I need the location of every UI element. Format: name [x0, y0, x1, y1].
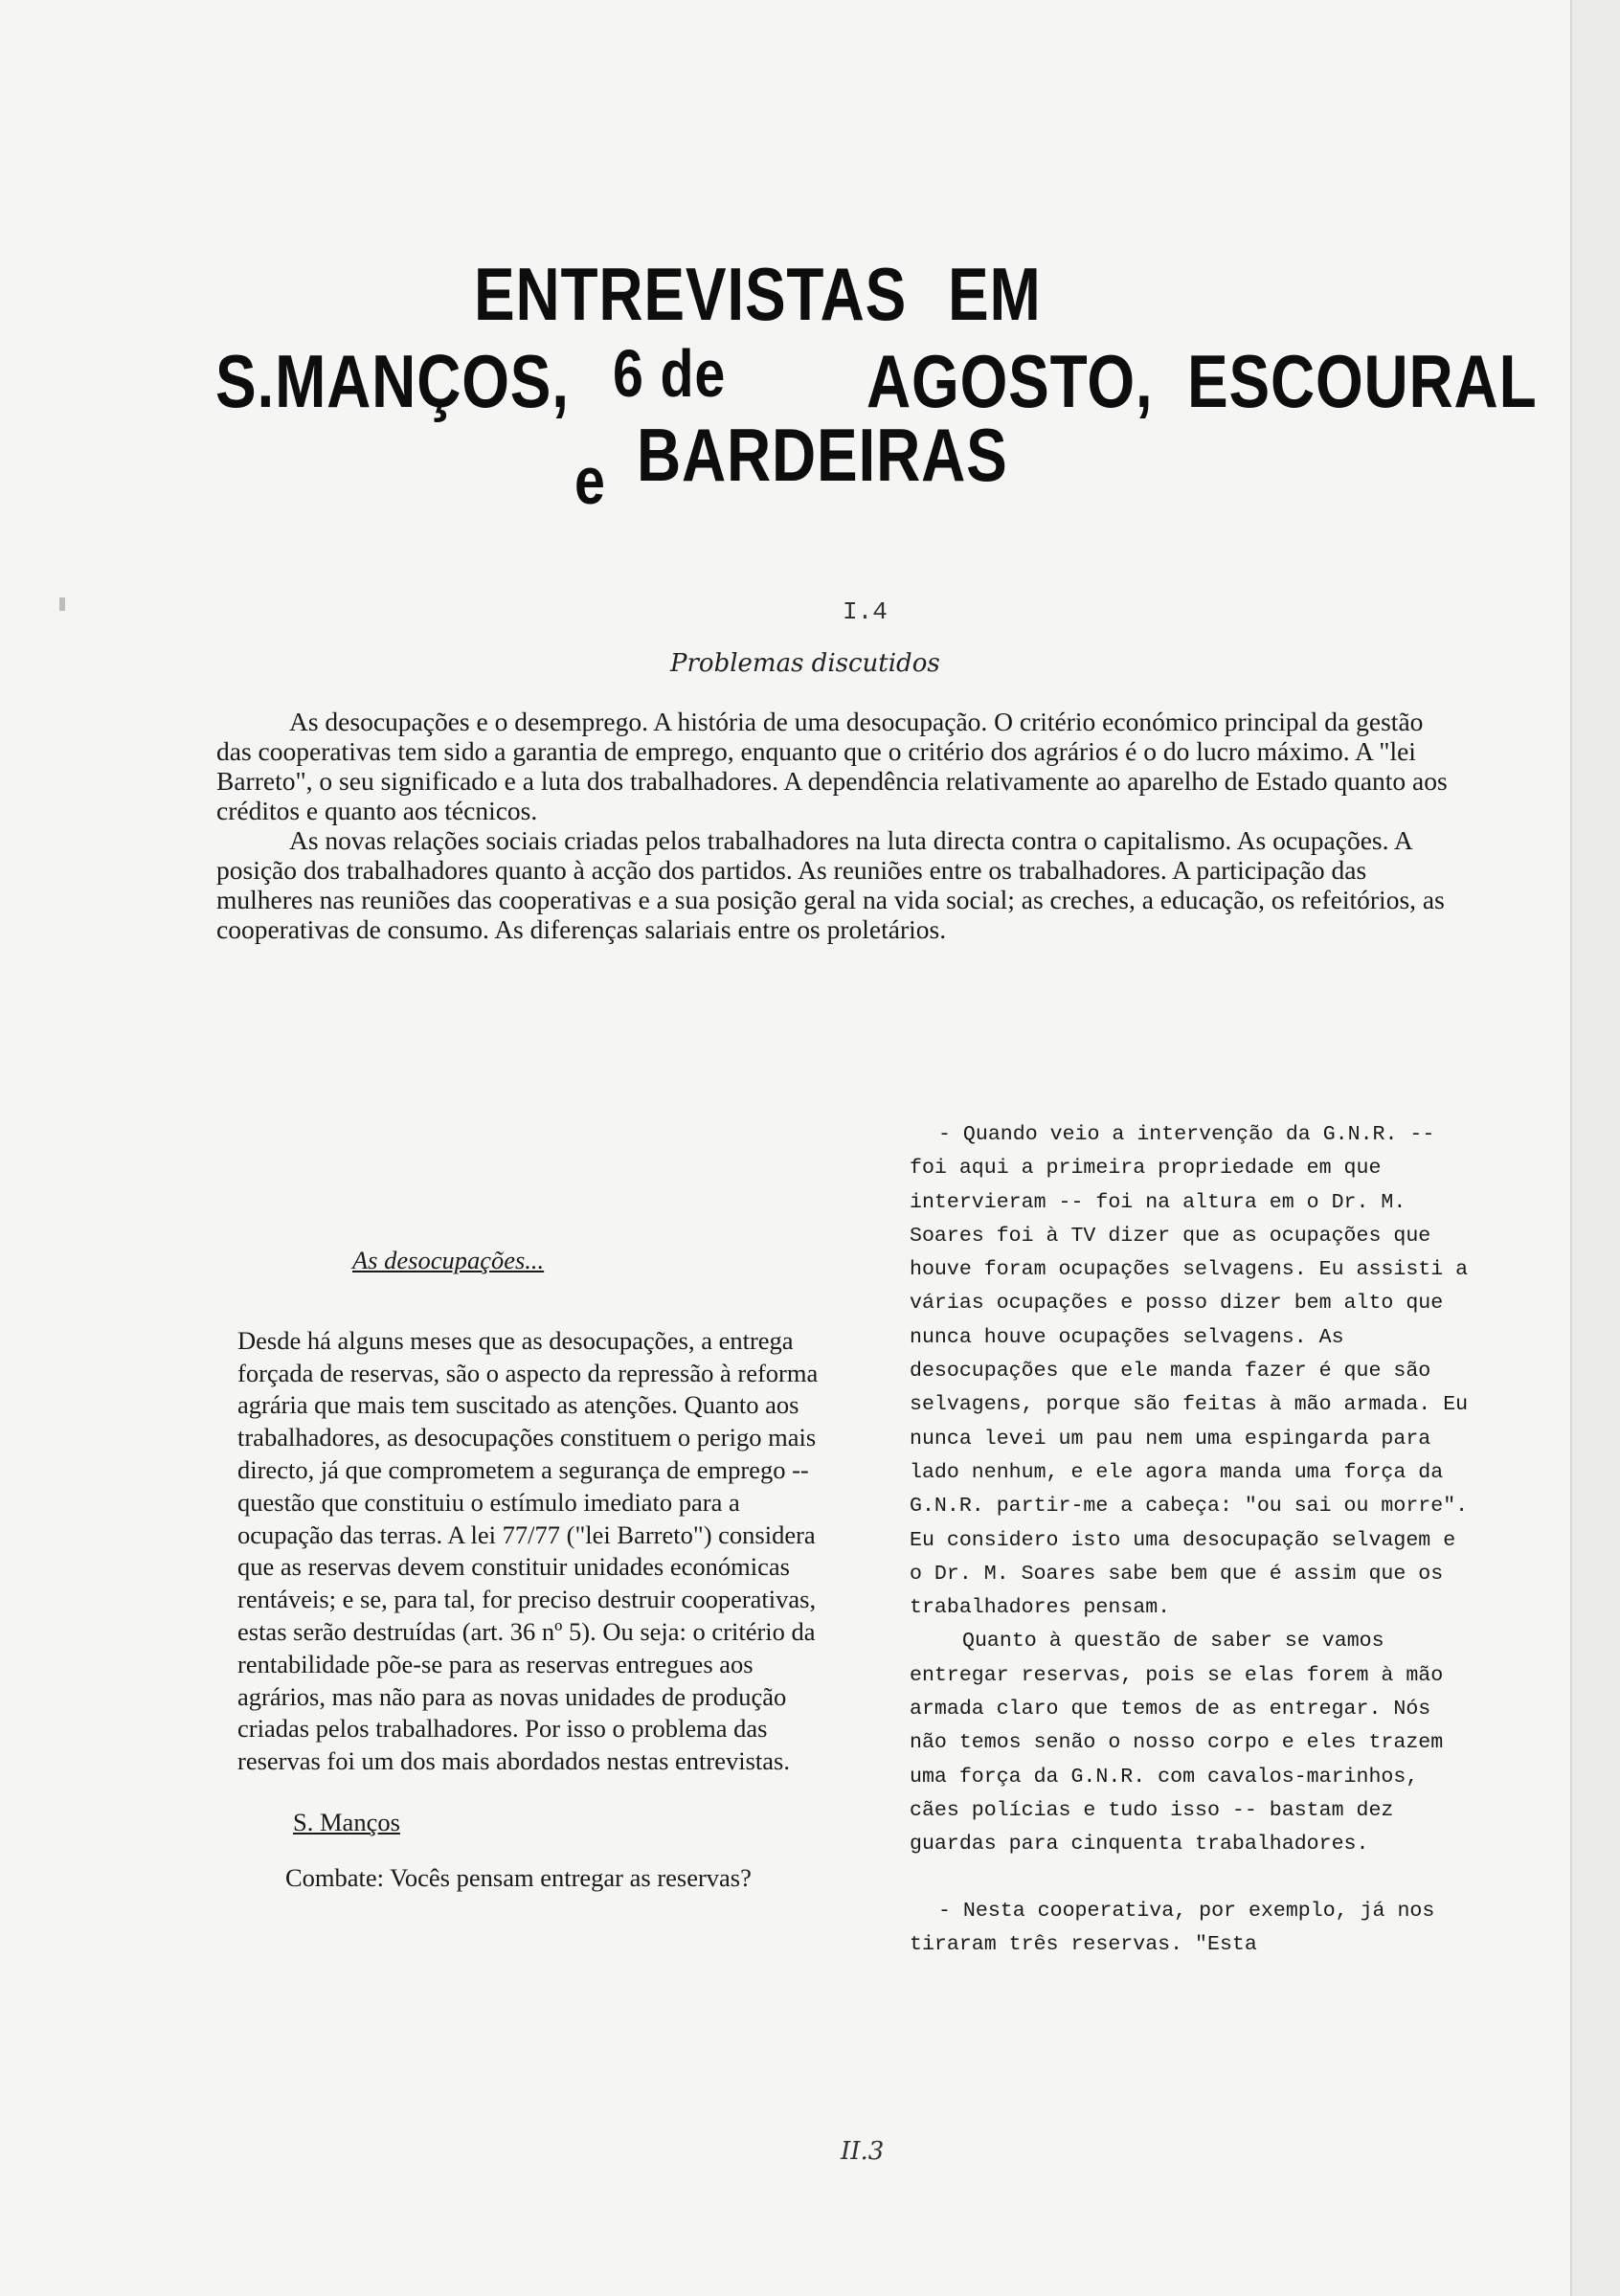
intro-block	[216, 707, 1461, 944]
right-paragraph-1: - Quando veio a intervenção da G.N.R. -- foi aqui a primeira propriedade em que intervieram -- foi na altura em o Dr. M. Soares foi à TV dizer que as ocupações que houve foram ocupações selvagens. Eu assisti a várias ocupações e posso dizer bem alto que nunca houve ocupações selvagens. As desocupações que ele manda fazer é que são selvagens, porque são feitas à mão armada. Eu nunca levei um pau nem uma espingarda para lado nenhum, e ele agora manda uma força da G.N.R. partir-me a cabeça: "ou sai ou morre". Eu considero isto uma desocupação selvagem e o Dr. M. Soares sabe bem que é assim que os trabalhadores pensam.	[910, 1123, 1469, 1620]
right-paragraph-3: - Nesta cooperativa, por exemplo, já nos tiraram três reservas. "Esta	[910, 1899, 1435, 1956]
left-column	[237, 1245, 821, 1895]
interview-question: Combate: Vocês pensam entregar as reservas?	[285, 1862, 752, 1892]
title-line2-a: S.MANÇOS,	[215, 339, 570, 423]
punch-mark	[59, 597, 65, 611]
desocupacoes-heading: As desocupações...	[352, 1246, 545, 1274]
left-body: Desde há alguns meses que as desocupações, a entrega forçada de reservas, são o aspecto da repressão à reforma agrária que mais tem suscitado as atenções. Quanto aos trabalhadores, as desocupações constituem o perigo mais directo, já que comprometem a segurança de emprego -- questão que constituiu o estímulo imediato para a ocupação das terras. A lei 77/77 ("lei Barreto") considera que as reservas devem constituir unidades económicas rentáveis; e se, para tal, for preciso destruir cooperativas, estas serão destruídas (art. 36 nº 5). Ou seja: o critério da rentabilidade põe-se para as reservas entregues aos agrários, mas não para as novas unidades de produção criadas pelos trabalhadores. Por isso o problema das reservas foi um dos mais abordados nestas entrevistas.	[237, 1325, 819, 1776]
page-number: II.3	[841, 2137, 885, 2166]
title-line2-b: 6 de	[613, 336, 727, 411]
right-column	[910, 1118, 1474, 1962]
title-line1-a: ENTREVISTAS	[474, 252, 908, 336]
title-line3-a: e	[574, 443, 606, 518]
title-line2-d: ESCOURAL	[1187, 339, 1538, 423]
intro-paragraph-2: As novas relações sociais criadas pelos trabalhadores na luta directa contra o capitalismo. As ocupações. A posição dos trabalhadores quanto à acção dos partidos. As reuniões entre os trabalhadores. A participação das mulheres nas reuniões das cooperativas e a sua posição geral na vida social; as creches, a educação, os refeitórios, as cooperativas de consumo. As diferenças salariais entre os proletários.	[216, 825, 1445, 944]
title-line3-b: BARDEIRAS	[637, 413, 1008, 497]
title-line1-b: EM	[948, 252, 1042, 336]
problems-heading: Problemas discutidos	[670, 649, 940, 678]
intro-paragraph-1: As desocupações e o desemprego. A história de uma desocupação. O critério económico principal da gestão das cooperativas tem sido a garantia de emprego, enquanto que o critério dos agrários é o do lucro máximo. A "lei Barreto", o seu significado e a luta dos trabalhadores. A dependência relativamente ao aparelho de Estado quanto aos créditos e quanto aos técnicos.	[216, 707, 1448, 825]
location-label: S. Manços	[293, 1807, 400, 1836]
section-mark: I.4	[843, 597, 888, 626]
right-paragraph-2: Quanto à questão de saber se vamos entregar reservas, pois se elas forem à mão armada claro que temos de as entregar. Nós não temos senão o nosso corpo e eles trazem uma força da G.N.R. com cavalos-marinhos, cães polícias e tudo isso -- bastam dez guardas para cinquenta trabalhadores.	[910, 1630, 1444, 1857]
page-edge	[1570, 0, 1620, 2296]
title-line2-c: AGOSTO,	[866, 339, 1154, 423]
